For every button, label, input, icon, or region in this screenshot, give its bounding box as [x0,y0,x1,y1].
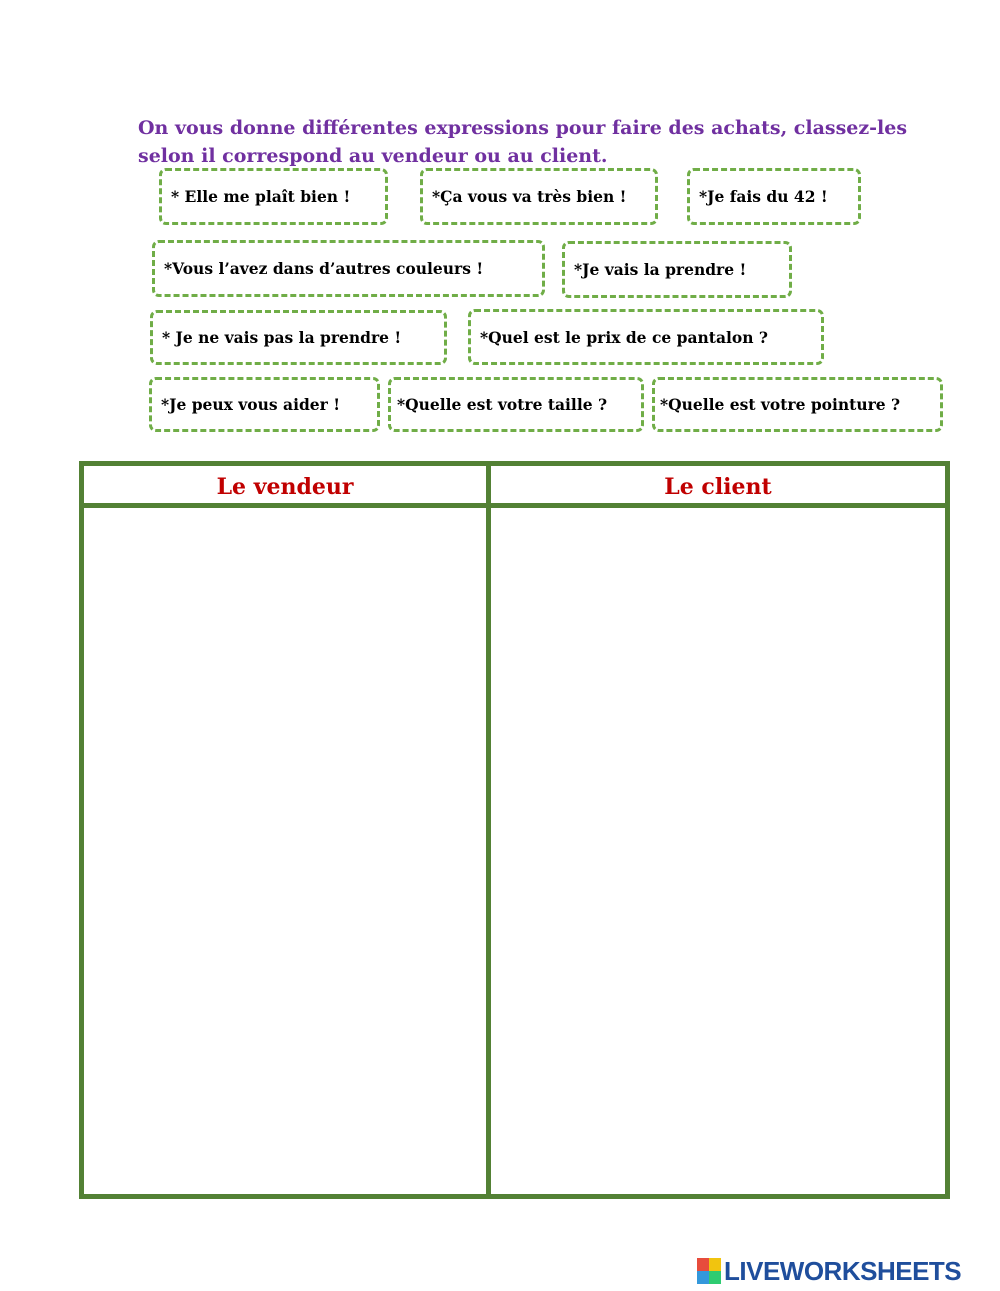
sorting-table [79,461,950,1199]
logo-square-blue [697,1271,709,1284]
client-column-header: Le client [664,474,772,500]
logo-square-green [709,1271,721,1284]
client-drop-zone[interactable] [491,508,945,1194]
logo-square-red [697,1258,709,1271]
brand-name: LIVEWORKSHEETS [724,1255,962,1286]
expression-chip-autres-couleurs[interactable]: *Vous l’avez dans d’autres couleurs ! [152,240,545,297]
liveworksheets-icon [697,1258,721,1284]
expression-chip-je-peux-vous-aider[interactable]: *Je peux vous aider ! [149,377,380,432]
expression-chip-votre-taille[interactable]: *Quelle est votre taille ? [388,377,644,432]
logo-square-yellow [709,1258,721,1271]
vendeur-column-header: Le vendeur [216,474,354,500]
instructions-text: On vous donne différentes expressions pour faire des achats, classez-les selon il correspond au vendeur ou au client. [138,117,908,167]
expression-chip-votre-pointure[interactable]: *Quelle est votre pointure ? [652,377,943,432]
expression-chip-elle-me-plait[interactable]: * Elle me plaît bien ! [159,168,388,225]
expression-chip-ca-vous-va[interactable]: *Ça vous va très bien ! [420,168,658,225]
vendeur-drop-zone[interactable] [84,508,486,1194]
expression-chip-je-fais-du-42[interactable]: *Je fais du 42 ! [687,168,861,225]
expression-chip-je-vais-la-prendre[interactable]: *Je vais la prendre ! [562,241,792,298]
liveworksheets-logo [697,1255,961,1287]
expression-chip-prix-pantalon[interactable]: *Quel est le prix de ce pantalon ? [468,309,824,365]
expression-chip-je-ne-vais-pas-la-prendre[interactable]: * Je ne vais pas la prendre ! [150,310,447,365]
